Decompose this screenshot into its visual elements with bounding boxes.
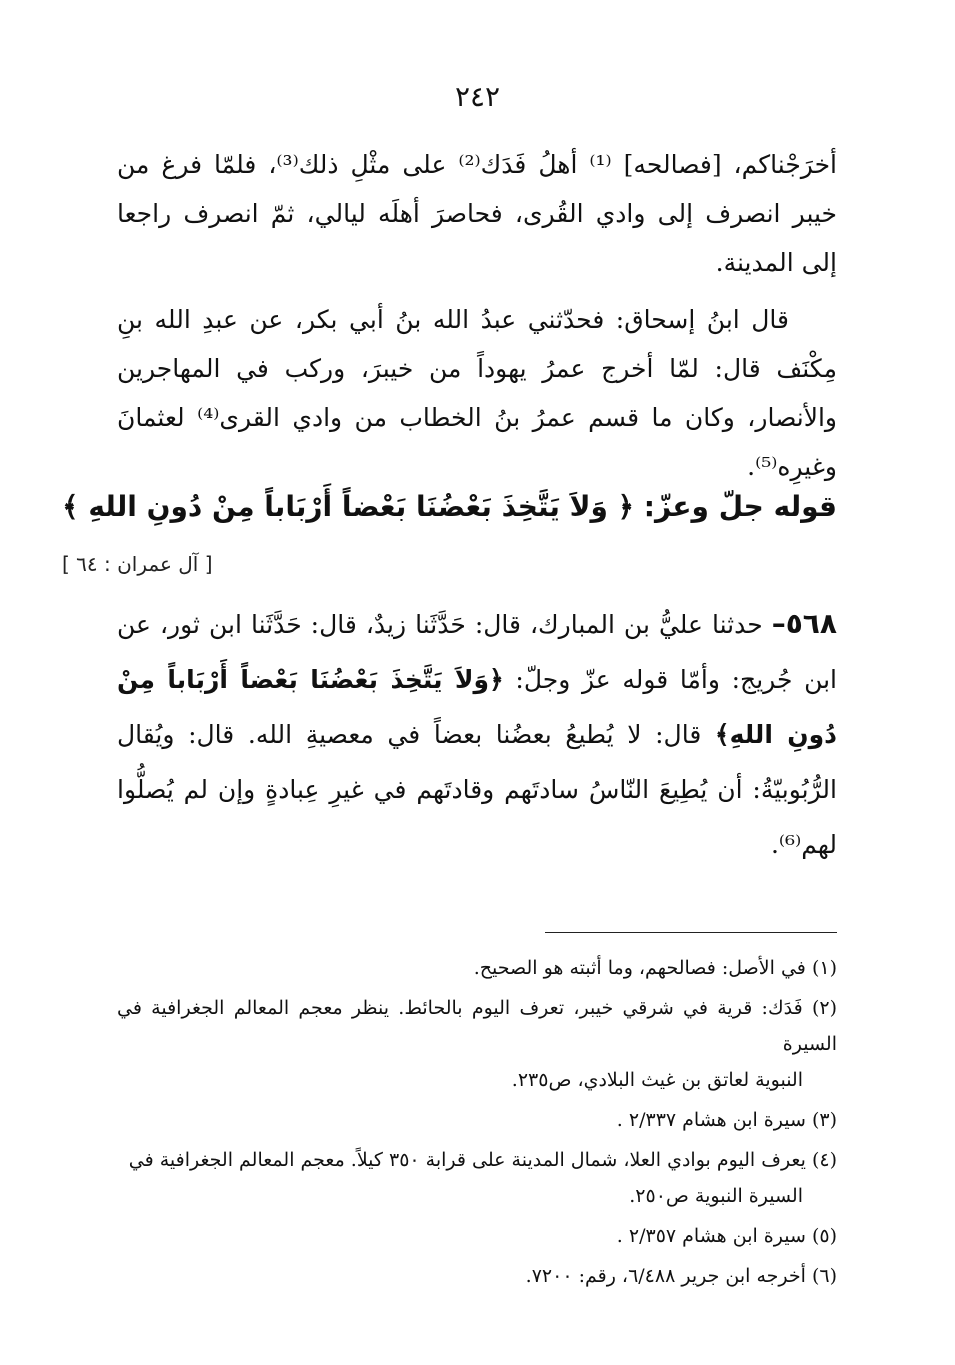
footnote-label: (٣) <box>811 1109 837 1131</box>
footnote-divider <box>545 932 837 933</box>
footnote <box>117 990 837 1098</box>
footnote-text: يعرف اليوم بوادي العلا، شمال المدينة على قرابة ٣٥٠ كيلاً. معجم المعالم الجغرافية في <box>128 1149 806 1171</box>
footnote-continuation: النبوية لعاتق بن غيث البلادي، ص٢٣٥. <box>511 1069 803 1091</box>
section-heading <box>62 480 837 534</box>
footnote-continuation: السيرة النبوية ص٢٥٠. <box>629 1185 803 1207</box>
main-text <box>117 140 837 499</box>
footnote-label: (٥) <box>811 1225 837 1247</box>
page-number: ٢٤٢ <box>454 80 501 113</box>
footnotes <box>117 950 837 1298</box>
footnote-label: (١) <box>811 957 837 979</box>
hadith-entry <box>117 596 837 872</box>
footnote-text: أخرجه ابن جرير ٦/٤٨٨، رقم: ٧٢٠٠. <box>525 1265 806 1287</box>
footnote-label: (٤) <box>811 1149 837 1171</box>
footnote-text: سيرة ابن هشام ٢/٣٣٧ . <box>616 1109 806 1131</box>
footnote <box>117 950 837 986</box>
footnote <box>117 1102 837 1138</box>
footnote-label: (٢) <box>811 997 837 1019</box>
footnote-text: في الأصل: فصالحهم، وما أثبته هو الصحيح. <box>473 957 806 979</box>
hadith-text: قال: لا يُطيعُ بعضُنا بعضاً في معصيةِ الله. قال: ويُقال الرُّبُوبيّةُ: أن يُطِيعَ النّاسُ سادتَهم وقادتَهم في غيرِ عِبادةٍ وإن لم يُصلُّوا لهم⁽⁶⁾. <box>117 720 837 859</box>
hadith-text: حدثنا عليُّ بن المبارك، قال: حَدَّثَنا زيدٌ، قال: حَدَّثَنا ابن ثور، عن ابن جُريج: وأمّا قوله عزّ وجلّ: <box>117 610 838 694</box>
footnote-text: فَدَك: قرية في شرقي خيبر، تعرف اليوم بالحائط. ينظر معجم المعالم الجغرافية في السيرة <box>117 997 837 1055</box>
footnote-text: سيرة ابن هشام ٢/٣٥٧ . <box>616 1225 806 1247</box>
footnote <box>117 1218 837 1254</box>
verse-reference: [ آل عمران : ٦٤ ] <box>62 552 213 576</box>
footnote <box>117 1142 837 1214</box>
paragraph: أخرَجْناكم، [فصالحه] ⁽¹⁾ أهلُ فَدَك⁽²⁾ على مثْلِ ذلك⁽³⁾، فلمّا فرغ من خيبر انصرف إلى وادي القُرى، فحاصرَ أهلَه ليالي، ثمّ انصرف راجعا إلى المدينة. <box>117 150 837 277</box>
paragraph: قال ابنُ إسحاق: فحدّثني عبدُ الله بنُ أبي بكر، عن عبدِ الله بنِ مِكْنَف قال: لمّا أخرج عمرُ يهوداً من خيبرَ، وركب في المهاجرين والأنصار، وكان ما قسم عمرُ بنُ الخطاب من وادي القرى⁽⁴⁾ لعثمانَ وغيرِه⁽⁵⁾. <box>117 305 837 481</box>
hadith-verse: ﴿وَلاَ يَتَّخِذَ بَعْضُنَا بَعْضاً أَرْبَاباً مِنْ دُونِ اللهِ﴾ <box>117 665 837 749</box>
heading-prefix: قوله جلّ وعزّ: <box>634 490 837 523</box>
hadith-number: ٥٦٨– <box>771 607 837 640</box>
heading-verse: ﴿ وَلاَ يَتَّخِذَ بَعْضُنَا بَعْضاً أَرْبَاباً مِنْ دُونِ اللهِ ﴾ <box>62 490 635 523</box>
footnote <box>117 1258 837 1294</box>
footnote-label: (٦) <box>811 1265 837 1287</box>
